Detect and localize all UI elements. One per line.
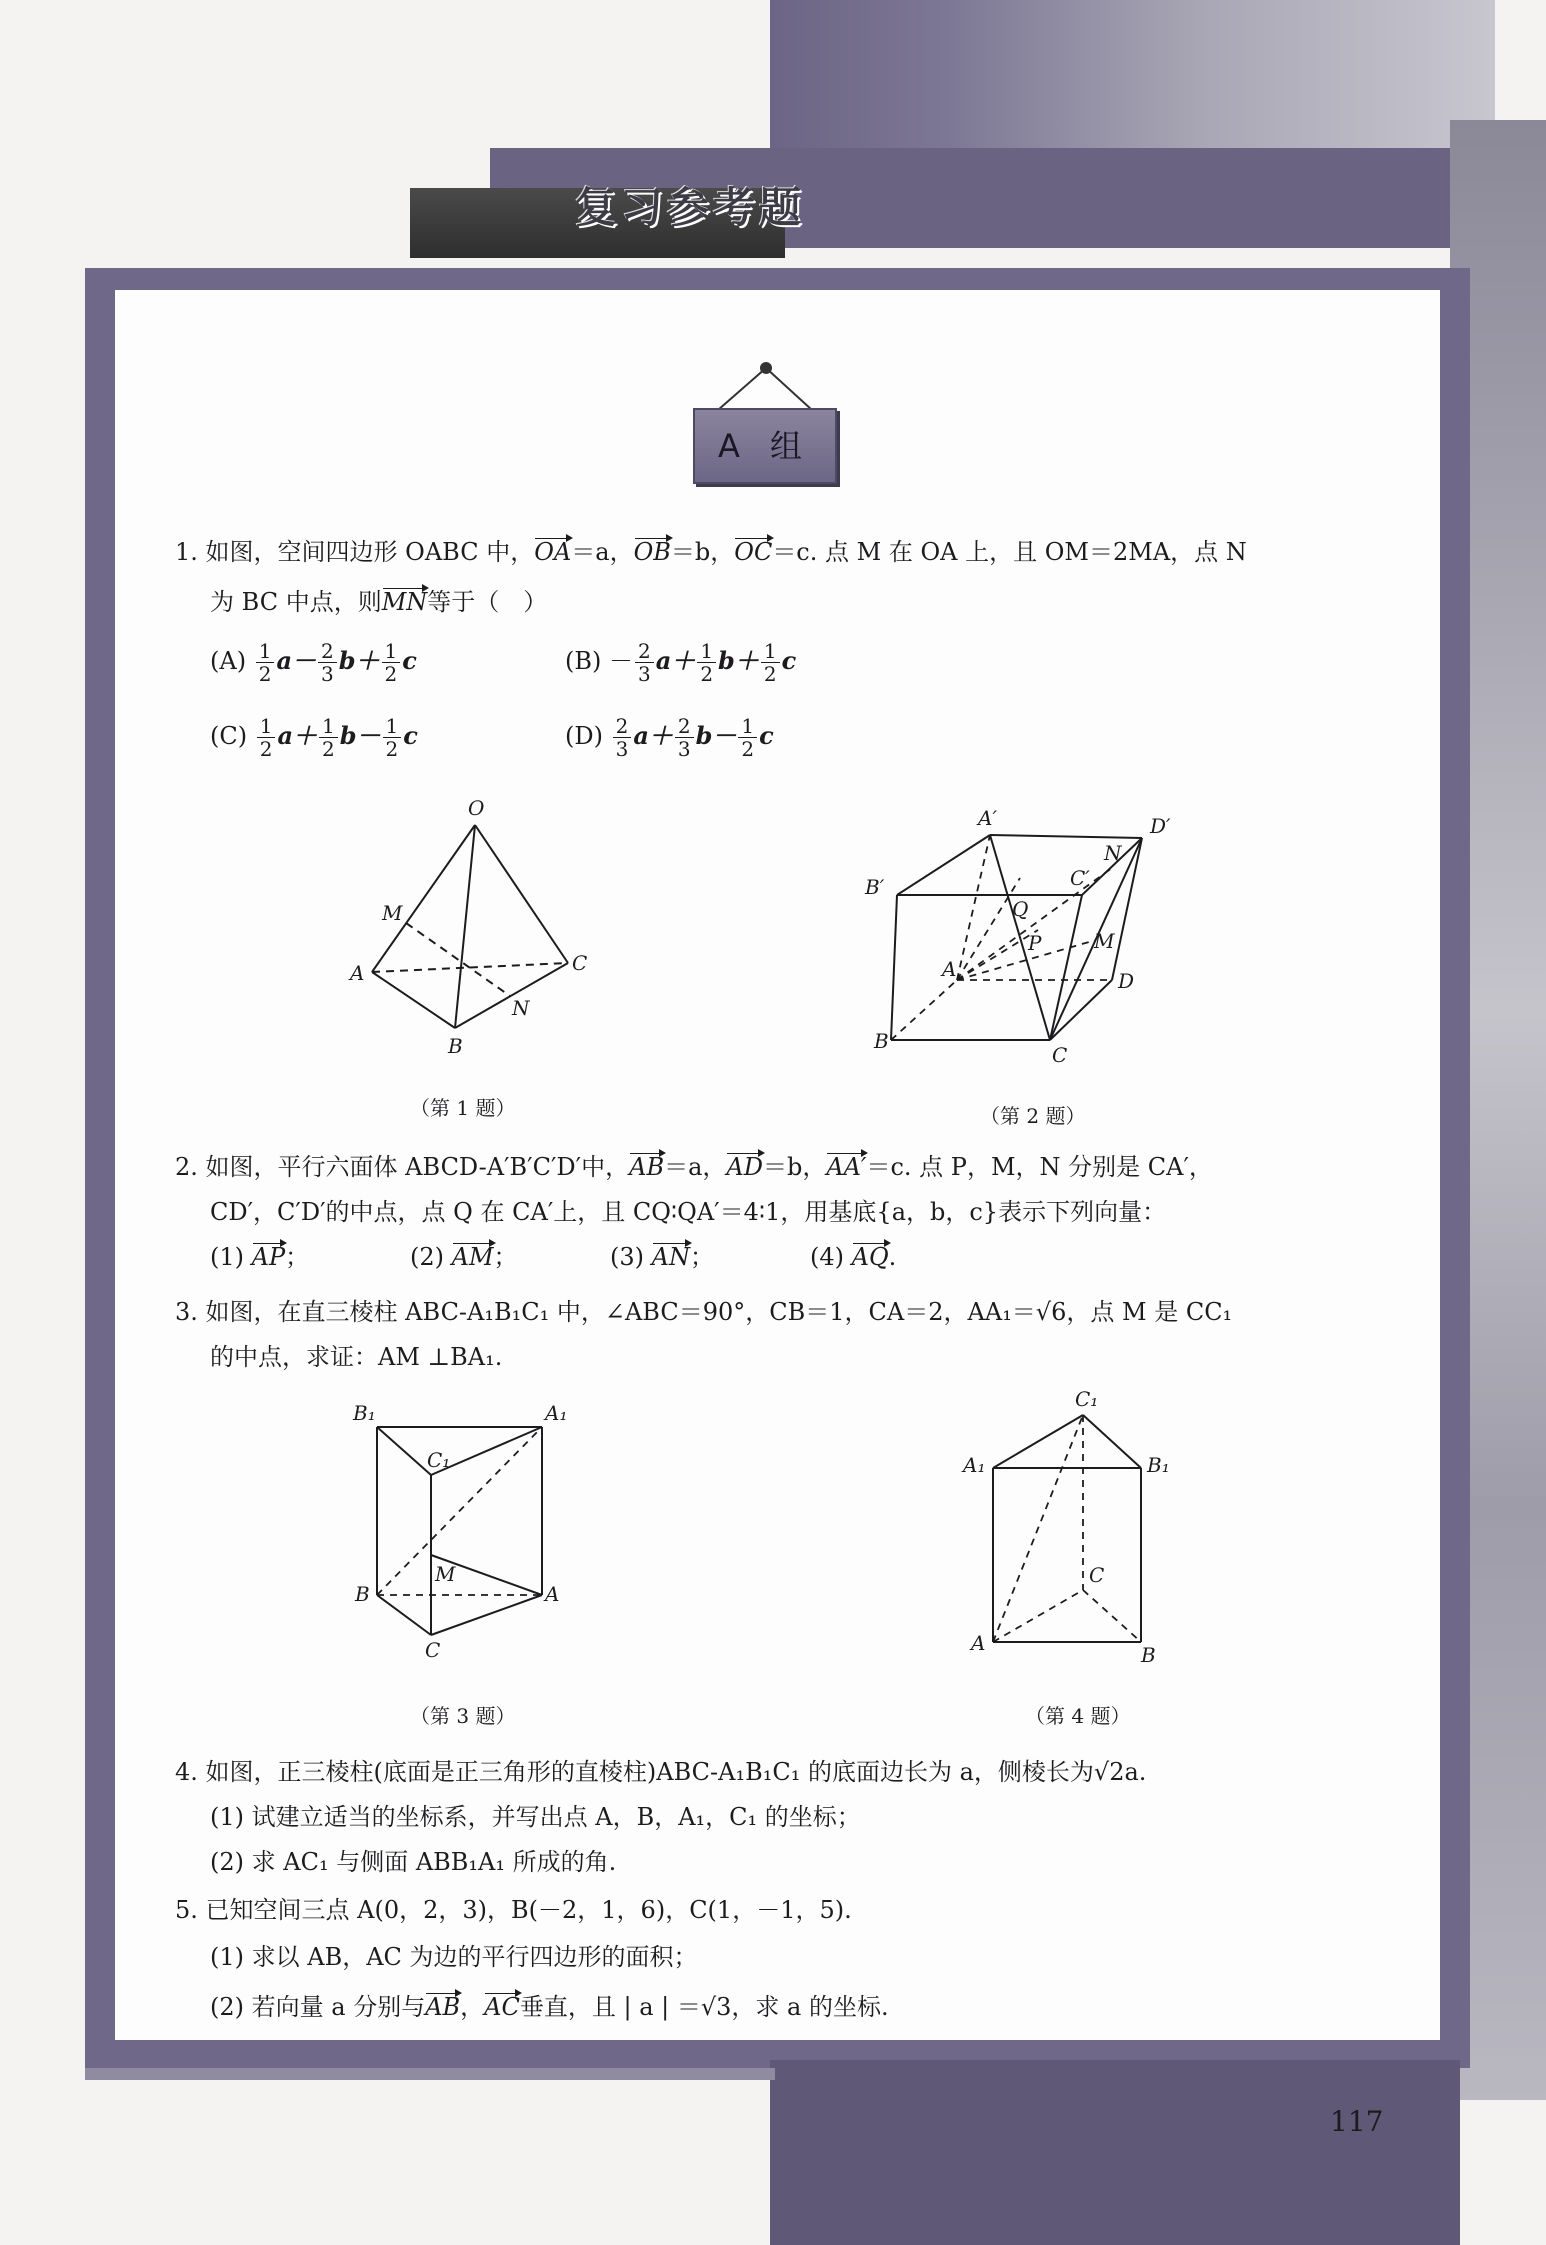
- q4-line3: (2) 求 AC₁ 与侧面 ABB₁A₁ 所成的角.: [210, 1848, 617, 1876]
- q1-line1: [175, 535, 1247, 569]
- vector-ab: AB: [629, 1150, 664, 1184]
- figure-2-parallelepiped: [860, 800, 1200, 1070]
- label-b1: B₁: [353, 1401, 376, 1425]
- label-a1: A₁: [963, 1453, 986, 1477]
- q5-line2: (1) 求以 AB，AC 为边的平行四边形的面积；: [210, 1943, 698, 1971]
- option-b: (B) － $\frac{2}{3}$ a＋ $\frac{1}{2}$ b＋ $\frac{1}{2}$ c: [565, 639, 797, 686]
- q1-text: 1. 如图，空间四边形 OABC 中，: [175, 538, 535, 566]
- edge-ac: [993, 1590, 1083, 1642]
- edge-ab: [372, 972, 455, 1028]
- vector-aa1: AA′: [826, 1150, 866, 1184]
- label-p: P: [1028, 931, 1042, 955]
- edge-b1-c1: [377, 1427, 431, 1475]
- vector-am: AM: [452, 1240, 494, 1274]
- edge-ob: [455, 825, 475, 1028]
- label-d1: D′: [1150, 814, 1171, 838]
- edge-c1-c: [1050, 895, 1082, 1040]
- edge-cb: [1083, 1590, 1141, 1642]
- label-q: Q: [1012, 897, 1029, 921]
- q1-text: 为 BC 中点，则: [210, 588, 382, 616]
- q4-line2: (1) 试建立适当的坐标系，并写出点 A，B，A₁，C₁ 的坐标；: [210, 1803, 861, 1831]
- q5-text: ，: [460, 1993, 485, 2021]
- edge-aa1: [957, 835, 990, 980]
- q2-text: ＝a，: [664, 1153, 727, 1181]
- option-a: (A) $\frac{1}{2}$ a－ $\frac{2}{3}$ b＋ $\frac{1}{2}$ c: [210, 639, 417, 686]
- edge-cd: [1050, 980, 1112, 1040]
- edge-c1-b1: [1083, 1415, 1141, 1468]
- option-c: (C) $\frac{1}{2}$ a＋ $\frac{1}{2}$ b－ $\frac{1}{2}$ c: [210, 714, 418, 761]
- edge-oc: [475, 825, 568, 963]
- edge-ba: [891, 980, 957, 1040]
- q2-text: ＝c. 点 P，M，N 分别是 CA′，: [866, 1153, 1213, 1181]
- label-b: B: [874, 1029, 889, 1053]
- label-b: B: [355, 1582, 370, 1606]
- group-sign: A 组: [693, 408, 837, 484]
- label-n: N: [512, 996, 530, 1020]
- label-n: N: [1104, 841, 1122, 865]
- segment-mn: [406, 923, 510, 996]
- vector-oa: OA: [534, 535, 571, 569]
- edge-a1-c1: [993, 1415, 1083, 1468]
- figure-2-caption: （第 2 题）: [980, 1104, 1086, 1128]
- q1-text: 等于（ ）: [427, 588, 548, 616]
- vector-mn: MN: [382, 585, 428, 619]
- q3-line2: 的中点，求证：AM ⊥BA₁.: [210, 1343, 503, 1371]
- option-d: (D) $\frac{2}{3}$ a＋ $\frac{2}{3}$ b－ $\frac{1}{2}$ c: [565, 714, 774, 761]
- label-c: C: [1089, 1563, 1105, 1587]
- label-c: C: [425, 1638, 441, 1662]
- figure-1-caption: （第 1 题）: [410, 1096, 516, 1120]
- edge-a1-d1: [990, 835, 1142, 838]
- segment-ba1: [377, 1427, 542, 1595]
- edge-oa: [372, 825, 475, 972]
- edge-bc: [377, 1595, 431, 1635]
- q2-text: 2. 如图，平行六面体 ABCD-A′B′C′D′中，: [175, 1153, 630, 1181]
- q1-line2: [210, 585, 547, 619]
- vector-ob: OB: [634, 535, 671, 569]
- label-a: A: [942, 957, 957, 981]
- q2-line1: [175, 1150, 1213, 1184]
- q5-text: 垂直，且 | a | ＝√3，求 a 的坐标.: [519, 1993, 889, 2021]
- q5-text: (2) 若向量 a 分别与: [210, 1993, 426, 2021]
- q2-parts: (1) AP； (2) AM； (3) AN； (4) AQ.: [210, 1240, 1010, 1274]
- label-b: B: [1141, 1643, 1156, 1667]
- label-b1: B₁: [1147, 1453, 1170, 1477]
- label-a: A: [971, 1631, 986, 1655]
- label-m: M: [435, 1562, 456, 1586]
- vector-aq: AQ: [852, 1240, 889, 1274]
- label-c: C: [572, 951, 588, 975]
- figure-3-caption: （第 3 题）: [410, 1704, 516, 1728]
- vector-ad: AD: [726, 1150, 763, 1184]
- label-c: C: [1052, 1043, 1068, 1067]
- q3-line1: 3. 如图，在直三棱柱 ABC-A₁B₁C₁ 中，∠ABC＝90°，CB＝1，CA＝2，AA₁＝√6，点 M 是 CC₁: [175, 1298, 1233, 1326]
- label-a: A: [545, 1582, 560, 1606]
- edge-b1-a1: [897, 835, 990, 895]
- label-m: M: [382, 901, 403, 925]
- vector-ab: AB: [425, 1990, 460, 2024]
- label-c1: C₁: [1075, 1390, 1099, 1411]
- q4-line1: 4. 如图，正三棱柱(底面是正三角形的直棱柱)ABC-A₁B₁C₁ 的底面边长为 a，侧棱长为√2a.: [175, 1758, 1147, 1786]
- q1-text: ＝b，: [670, 538, 735, 566]
- vector-oc: OC: [734, 535, 772, 569]
- label-c1: C′: [1070, 866, 1090, 890]
- label-a1: A′: [978, 806, 997, 830]
- figure-4-prism: [955, 1390, 1185, 1670]
- label-d: D: [1118, 969, 1135, 993]
- label-b1: B′: [865, 875, 885, 899]
- q1-text: ＝a，: [571, 538, 634, 566]
- sign-string-line: [718, 368, 812, 410]
- vector-ac: AC: [484, 1990, 520, 2024]
- page-number: 117: [1330, 2105, 1384, 2138]
- q5-line3: [210, 1990, 889, 2024]
- label-o: O: [468, 796, 485, 820]
- figure-3-prism: [345, 1395, 585, 1665]
- label-m: M: [1094, 929, 1115, 953]
- q2-line2: CD′，C′D′的中点，点 Q 在 CA′上，且 CQ∶QA′＝4∶1，用基底{a，b，c}表示下列向量：: [210, 1198, 1167, 1226]
- figure-4-caption: （第 4 题）: [1025, 1704, 1131, 1728]
- label-a: A: [350, 961, 365, 985]
- edge-b1-b: [891, 895, 897, 1040]
- label-b: B: [448, 1034, 463, 1058]
- vector-ap: AP: [252, 1240, 285, 1274]
- segment-ac1: [993, 1415, 1083, 1642]
- page-title: 复习参考题: [574, 183, 805, 232]
- q5-line1: 5. 已知空间三点 A(0，2，3)，B(－2，1，6)，C(1，－1，5).: [175, 1896, 852, 1924]
- vector-an: AN: [652, 1240, 690, 1274]
- edge-ca: [431, 1595, 542, 1635]
- figure-1-tetrahedron: [340, 790, 620, 1070]
- sign-nail: [760, 362, 772, 374]
- label-a1: A₁: [545, 1401, 568, 1425]
- q2-text: ＝b，: [762, 1153, 827, 1181]
- q1-text: ＝c. 点 M 在 OA 上，且 OM＝2MA，点 N: [772, 538, 1247, 566]
- label-c1: C₁: [427, 1448, 451, 1472]
